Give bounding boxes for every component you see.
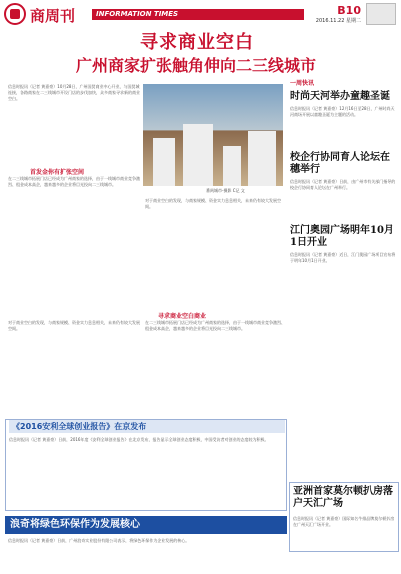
subhead-2: 寻求商业空白商业 <box>158 313 207 320</box>
sidebar-item-title: 校企行协同育人论坛在穗举行 <box>290 152 390 175</box>
body-text-col1b: 对于商业空白的发现，与商家规模、资金实力息息相关，未来仍有较大发展空间。 <box>8 320 140 331</box>
body-text-col2b: 在二三线城市拓展门店已经成为广州商家的选择，由于一线城市商业竞争激烈、租金成本高企，越来越多的企业将目光投向二三线城市。 <box>145 320 285 331</box>
sidebar <box>290 78 398 298</box>
sidebar-item-title: 江门奥园广场明年10月1日开业 <box>290 225 394 248</box>
sidebar-item-title: 时尚天河举办童趣圣诞 <box>290 91 390 102</box>
sidebar-box-title: 亚洲首家莫尔顿扒房落户天汇广场 <box>293 486 393 509</box>
issue-date: 2016.11.22 星期二 <box>315 18 361 24</box>
photo-caption: 番禺城市-摄影 C记 文 <box>206 188 245 193</box>
report-title: 《2016安利全球创业报告》在京发布 <box>9 420 285 433</box>
subhead: 首发金你有扩张空间 <box>30 169 85 176</box>
masthead <box>0 0 401 28</box>
green-title: 浪奇将绿色环保作为发展核心 <box>10 519 140 530</box>
body-text: 在二三线城市拓展门店已经成为广州商家的选择，由于一线城市商业竞争激烈、租金成本高企，越来越多的企业将目光投向二三线城市。 <box>8 176 140 187</box>
section-label: INFORMATION TIMES <box>96 10 179 18</box>
body-text-col2: 对于商业空白的发现，与商家规模、资金实力息息相关，未来仍有较大发展空间。 <box>145 198 281 209</box>
badge-icon <box>366 3 396 25</box>
headline-line2: 广州商家扩张触角伸向二三线城市 <box>75 56 316 75</box>
headline-line1: 寻求商业空白 <box>140 32 254 53</box>
sidebar-box <box>289 482 399 552</box>
sidebar-tag: 一周快讯 <box>290 80 315 87</box>
sidebar-item-text: 信息时报讯（记者 黄嘉豪）日前，由广州市有关部门指导的校企行协同育人论坛在广州举行。 <box>290 179 396 190</box>
sidebar-item-text: 信息时报讯（记者 黄嘉豪）12月16日至28日，广州时尚天河商场开展以童趣圣诞为主题的活动。 <box>290 106 395 117</box>
brand-name: 商周刊 <box>30 7 76 25</box>
logo-icon <box>4 3 26 25</box>
report-text: 信息时报讯（记者 黄嘉豪）日前，2016年度《安利全球创业报告》在北京发布，报告显示全球创业态度积极，中国受访者对创业的态度较为积极。 <box>9 437 269 442</box>
sidebar-box-text: 信息时报讯（记者 黄嘉豪）国际知名牛排品牌莫尔顿扒房在广州天汇广场开业。 <box>293 516 395 527</box>
sidebar-item-text: 信息时报讯（记者 黄嘉豪）近日，江门奥园广场项目宣布将于明年10月1日开业。 <box>290 252 396 263</box>
mall-photo <box>143 84 283 186</box>
section-bar <box>92 9 304 20</box>
page-number: B10 <box>337 4 361 17</box>
green-text: 信息时报讯（记者 黄嘉豪）日前，广州浪奇实业股份有限公司表示，将绿色环保作为企业发展的核心。 <box>8 538 190 543</box>
lede-text: 信息时报讯（记者 黄嘉豪）10月28日，广州国贸商业中心开业，与国贸城连接，各路商家在二三线城市开设门店的步伐加快，众多商家寻求新的商业空白。 <box>8 84 140 101</box>
